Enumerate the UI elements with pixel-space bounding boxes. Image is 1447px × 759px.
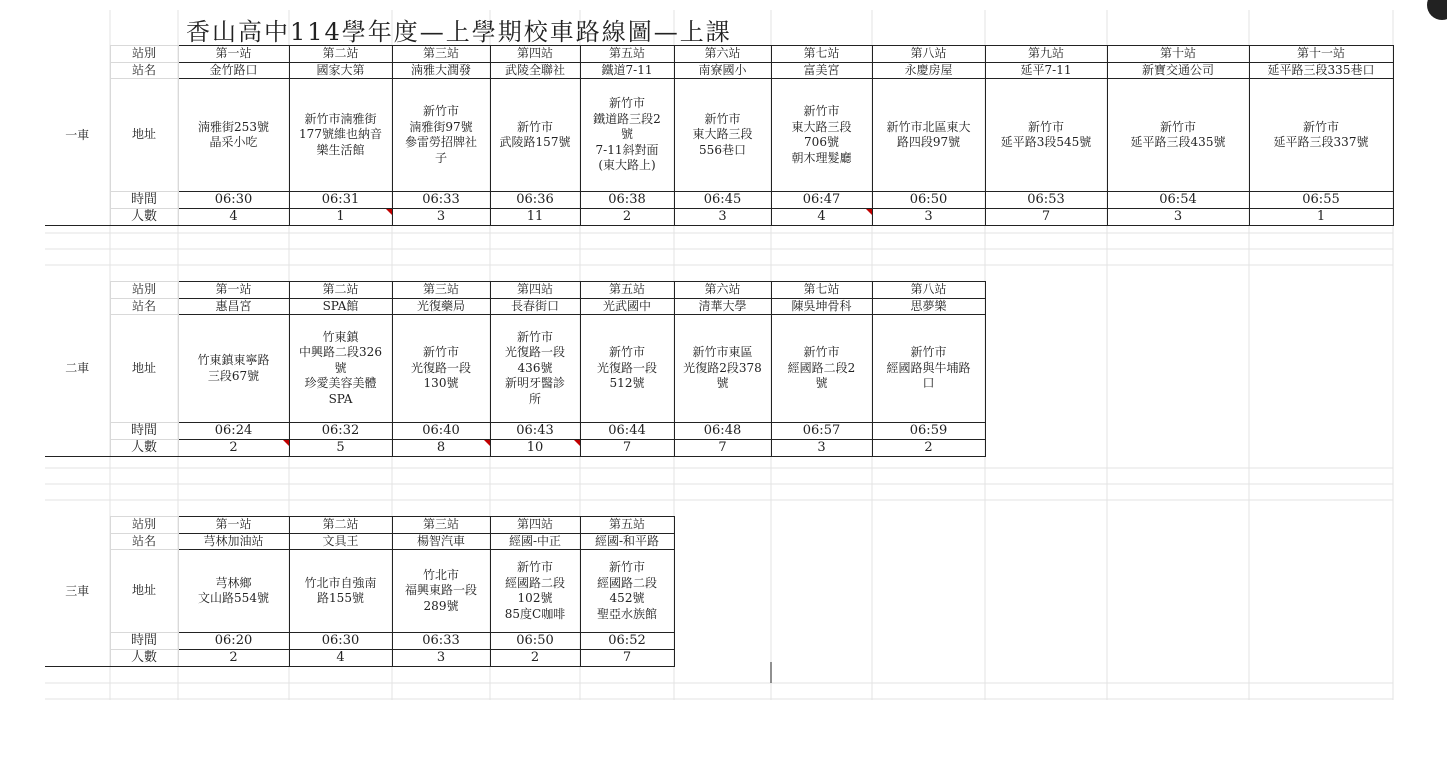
station-no: 第九站: [985, 46, 1107, 63]
station-count: 11: [490, 209, 580, 226]
station-count: 3: [392, 650, 490, 667]
station-time: 06:47: [771, 192, 872, 209]
station-count: 3: [872, 209, 985, 226]
station-time: 06:43: [490, 423, 580, 440]
station-address: 新竹市 延平路3段545號: [985, 79, 1107, 192]
station-no: 第七站: [771, 282, 872, 299]
station-name: 楊智汽車: [392, 533, 490, 550]
station-time: 06:57: [771, 423, 872, 440]
station-no: 第八站: [872, 46, 985, 63]
station-address: 新竹市 東大路三段 556巷口: [674, 79, 771, 192]
station-name: 清華大學: [674, 298, 771, 315]
station-time: 06:30: [178, 192, 289, 209]
station-name: 芎林加油站: [178, 533, 289, 550]
station-time: 06:48: [674, 423, 771, 440]
station-no: 第一站: [178, 46, 289, 63]
station-no: 第四站: [490, 282, 580, 299]
station-address: 芎林鄉 文山路554號: [178, 550, 289, 633]
station-time: 06:50: [872, 192, 985, 209]
station-name: 國家大第: [289, 62, 392, 79]
station-no: 第四站: [490, 46, 580, 63]
station-address: 新竹市東區 光復路2段378 號: [674, 315, 771, 423]
station-no: 第七站: [771, 46, 872, 63]
row-label-time: 時間: [110, 192, 178, 209]
station-name: 光武國中: [580, 298, 674, 315]
station-address: 竹東鎮東寧路 三段67號: [178, 315, 289, 423]
station-name: 鐵道7-11: [580, 62, 674, 79]
station-time: 06:40: [392, 423, 490, 440]
station-count: 3: [674, 209, 771, 226]
station-no: 第十站: [1107, 46, 1249, 63]
station-count: 4: [289, 650, 392, 667]
station-count: 8: [392, 440, 490, 457]
station-address: 新竹市 湳雅街97號 參雷勞招牌社 子: [392, 79, 490, 192]
station-time: 06:38: [580, 192, 674, 209]
station-name: 思夢樂: [872, 298, 985, 315]
station-name: 金竹路口: [178, 62, 289, 79]
station-time: 06:20: [178, 633, 289, 650]
station-name: SPA館: [289, 298, 392, 315]
row-label-no: 站別: [110, 282, 178, 299]
sheet-title: 香山高中114學年度—上學期校車路線圖—上課: [186, 18, 732, 46]
station-address: 新竹市 東大路三段 706號 朝木理髮廳: [771, 79, 872, 192]
station-name: 經國-中正: [490, 533, 580, 550]
station-count: 7: [580, 650, 674, 667]
station-name: 南寮國小: [674, 62, 771, 79]
row-label-count: 人數: [110, 209, 178, 226]
station-name: 永慶房屋: [872, 62, 985, 79]
row-label-name: 站名: [110, 298, 178, 315]
station-no: 第五站: [580, 46, 674, 63]
row-label-name: 站名: [110, 533, 178, 550]
row-label-address: 地址: [110, 79, 178, 192]
station-no: 第五站: [580, 282, 674, 299]
station-count: 10: [490, 440, 580, 457]
station-time: 06:45: [674, 192, 771, 209]
station-count: 4: [178, 209, 289, 226]
station-name: 富美宮: [771, 62, 872, 79]
station-count: 2: [580, 209, 674, 226]
station-count: 5: [289, 440, 392, 457]
station-time: 06:53: [985, 192, 1107, 209]
station-address: 竹北市自強南 路155號: [289, 550, 392, 633]
station-name: 惠昌宮: [178, 298, 289, 315]
station-address: 新竹市 延平路三段435號: [1107, 79, 1249, 192]
corner-indicator-icon: [1427, 0, 1447, 20]
station-time: 06:32: [289, 423, 392, 440]
station-time: 06:24: [178, 423, 289, 440]
station-address: 新竹市 鐵道路三段2 號 7-11斜對面 (東大路上): [580, 79, 674, 192]
station-time: 06:50: [490, 633, 580, 650]
station-name: 文具王: [289, 533, 392, 550]
row-label-no: 站別: [110, 517, 178, 534]
station-count: 7: [580, 440, 674, 457]
row-label-time: 時間: [110, 423, 178, 440]
row-label-count: 人數: [110, 650, 178, 667]
station-address: 竹東鎮 中興路二段326 號 珍愛美容美體 SPA: [289, 315, 392, 423]
station-no: 第六站: [674, 282, 771, 299]
car-2-table: [45, 281, 986, 457]
station-count: 3: [1107, 209, 1249, 226]
row-label-name: 站名: [110, 62, 178, 79]
station-count: 3: [392, 209, 490, 226]
row-label-count: 人數: [110, 440, 178, 457]
station-address: 新竹市 光復路一段 512號: [580, 315, 674, 423]
station-name: 長春街口: [490, 298, 580, 315]
station-name: 光復藥局: [392, 298, 490, 315]
station-time: 06:55: [1249, 192, 1393, 209]
station-address: 湳雅街253號 晶采小吃: [178, 79, 289, 192]
station-count: 7: [985, 209, 1107, 226]
station-address: 新竹市北區東大 路四段97號: [872, 79, 985, 192]
station-address: 新竹市 經國路與牛埔路 口: [872, 315, 985, 423]
station-name: 新寶交通公司: [1107, 62, 1249, 79]
row-label-address: 地址: [110, 550, 178, 633]
station-time: 06:54: [1107, 192, 1249, 209]
station-address: 竹北市 福興東路一段 289號: [392, 550, 490, 633]
station-count: 1: [1249, 209, 1393, 226]
station-address: 新竹市 光復路一段 436號 新明牙醫診 所: [490, 315, 580, 423]
station-no: 第三站: [392, 517, 490, 534]
station-count: 3: [771, 440, 872, 457]
station-time: 06:44: [580, 423, 674, 440]
station-time: 06:59: [872, 423, 985, 440]
car-3-table: [45, 516, 675, 667]
station-name: 武陵全聯社: [490, 62, 580, 79]
row-label-time: 時間: [110, 633, 178, 650]
station-name: 經國-和平路: [580, 533, 674, 550]
station-count: 4: [771, 209, 872, 226]
row-label-no: 站別: [110, 46, 178, 63]
station-name: 延平路三段335巷口: [1249, 62, 1393, 79]
car-label: 三車: [45, 517, 110, 667]
station-no: 第一站: [178, 517, 289, 534]
station-address: 新竹市湳雅街 177號維也納音 樂生活館: [289, 79, 392, 192]
car-label: 二車: [45, 282, 110, 457]
station-address: 新竹市 經國路二段 452號 聖亞水族館: [580, 550, 674, 633]
station-no: 第八站: [872, 282, 985, 299]
station-address: 新竹市 延平路三段337號: [1249, 79, 1393, 192]
station-name: 湳雅大潤發: [392, 62, 490, 79]
station-count: 2: [490, 650, 580, 667]
station-name: 陳吳坤骨科: [771, 298, 872, 315]
station-count: 2: [178, 650, 289, 667]
station-no: 第十一站: [1249, 46, 1393, 63]
car-label: 一車: [45, 46, 110, 226]
station-time: 06:52: [580, 633, 674, 650]
station-no: 第五站: [580, 517, 674, 534]
station-address: 新竹市 經國路二段 102號 85度C咖啡: [490, 550, 580, 633]
station-no: 第三站: [392, 46, 490, 63]
station-no: 第三站: [392, 282, 490, 299]
station-no: 第四站: [490, 517, 580, 534]
station-time: 06:31: [289, 192, 392, 209]
station-address: 新竹市 光復路一段 130號: [392, 315, 490, 423]
station-count: 7: [674, 440, 771, 457]
station-count: 1: [289, 209, 392, 226]
station-count: 2: [872, 440, 985, 457]
station-no: 第二站: [289, 46, 392, 63]
station-time: 06:33: [392, 633, 490, 650]
station-time: 06:36: [490, 192, 580, 209]
station-address: 新竹市 經國路二段2 號: [771, 315, 872, 423]
station-time: 06:30: [289, 633, 392, 650]
station-count: 2: [178, 440, 289, 457]
row-label-address: 地址: [110, 315, 178, 423]
station-time: 06:33: [392, 192, 490, 209]
station-no: 第六站: [674, 46, 771, 63]
car-1-table: [45, 45, 1394, 226]
station-no: 第二站: [289, 517, 392, 534]
station-no: 第二站: [289, 282, 392, 299]
station-name: 延平7-11: [985, 62, 1107, 79]
station-address: 新竹市 武陵路157號: [490, 79, 580, 192]
station-no: 第一站: [178, 282, 289, 299]
